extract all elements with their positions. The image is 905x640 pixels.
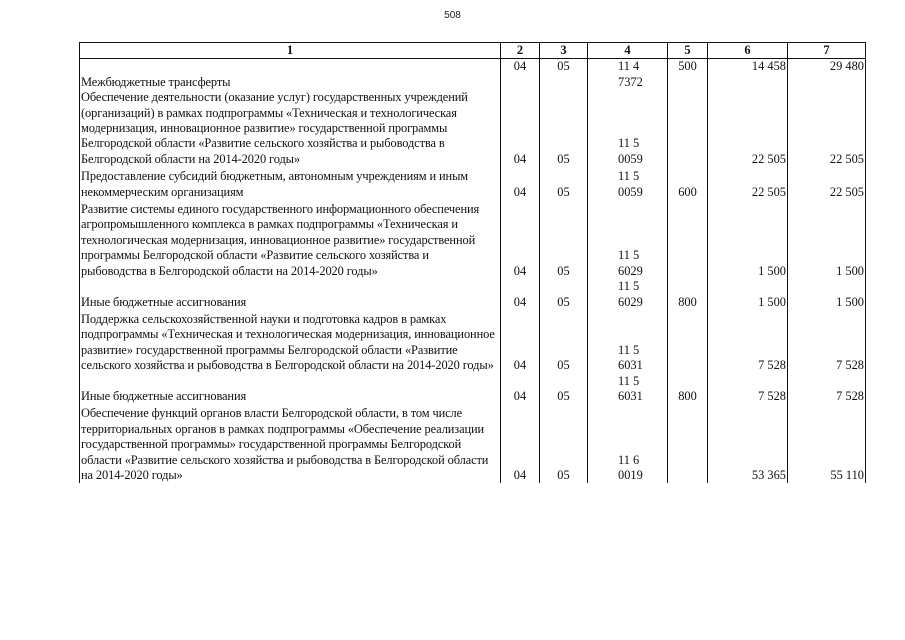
row-section: 04 (501, 90, 540, 167)
row-target-code: 11 5 6031 (588, 374, 668, 405)
row-subsection: 05 (540, 59, 588, 90)
row-expense-type (668, 406, 708, 483)
row-amount-1: 22 505 (708, 169, 788, 200)
row-amount-2: 22 505 (788, 169, 866, 200)
row-name: Развитие системы единого государственного информационного обеспечения агропромышленного комплекса в рамках подпрограммы «Техническая и технологическая модернизация, инновационное развитие» государственной программы Белгородской области «Развитие сельского хозяйства и рыбоводства в Белгородской области на 2014-2020 годы» (80, 202, 501, 279)
row-target-code: 11 6 0019 (588, 406, 668, 483)
row-section: 04 (501, 312, 540, 374)
row-subsection: 05 (540, 406, 588, 483)
row-amount-2: 7 528 (788, 374, 866, 405)
row-expense-type: 800 (668, 374, 708, 405)
row-section: 04 (501, 59, 540, 90)
page-number: 508 (444, 10, 461, 21)
row-target-code: 11 5 0059 (588, 169, 668, 200)
header-col-3: 3 (540, 43, 588, 59)
row-name: Иные бюджетные ассигнования (80, 279, 501, 310)
header-col-5: 5 (668, 43, 708, 59)
row-section: 04 (501, 279, 540, 310)
row-name: Поддержка сельскохозяйственной науки и подготовка кадров в рамках подпрограммы «Техническая и технологическая модернизация, инновационное развитие» государственной программы Белгородской области «Развитие сельского хозяйства и рыбоводства в Белгородской области на 2014-2020 годы» (80, 312, 501, 374)
header-row (80, 43, 866, 59)
row-section: 04 (501, 202, 540, 279)
row-name: Обеспечение деятельности (оказание услуг) государственных учреждений (организаций) в рамках подпрограммы «Техническая и технологическая модернизация, инновационное развитие» государственной программы Белгородской области «Развитие сельского хозяйства и рыбоводства в Белгородской области на 2014-2020 годы» (80, 90, 501, 167)
row-amount-1: 7 528 (708, 374, 788, 405)
table-row (80, 90, 866, 167)
row-subsection: 05 (540, 202, 588, 279)
row-target-code: 11 5 6029 (588, 202, 668, 279)
row-subsection: 05 (540, 279, 588, 310)
header-col-2: 2 (501, 43, 540, 59)
row-amount-2: 55 110 (788, 406, 866, 483)
row-target-code: 11 4 7372 (588, 59, 668, 90)
row-target-code: 11 5 0059 (588, 90, 668, 167)
header-col-7: 7 (788, 43, 866, 59)
row-expense-type: 600 (668, 169, 708, 200)
row-amount-2: 1 500 (788, 279, 866, 310)
row-section: 04 (501, 169, 540, 200)
row-amount-1: 1 500 (708, 202, 788, 279)
row-amount-1: 7 528 (708, 312, 788, 374)
row-amount-2: 1 500 (788, 202, 866, 279)
row-name: Предоставление субсидий бюджетным, автономным учреждениям и иным некоммерческим организациям (80, 169, 501, 200)
row-target-code: 11 5 6029 (588, 279, 668, 310)
row-name: Иные бюджетные ассигнования (80, 374, 501, 405)
row-amount-2: 7 528 (788, 312, 866, 374)
row-subsection: 05 (540, 374, 588, 405)
row-expense-type: 500 (668, 59, 708, 90)
row-subsection: 05 (540, 169, 588, 200)
table-row (80, 406, 866, 483)
row-amount-1: 14 458 (708, 59, 788, 90)
row-expense-type: 800 (668, 279, 708, 310)
row-expense-type (668, 90, 708, 167)
header-col-6: 6 (708, 43, 788, 59)
row-section: 04 (501, 374, 540, 405)
row-amount-2: 22 505 (788, 90, 866, 167)
table-row (80, 169, 866, 200)
row-amount-1: 1 500 (708, 279, 788, 310)
header-col-4: 4 (588, 43, 668, 59)
row-amount-1: 53 365 (708, 406, 788, 483)
table-row (80, 202, 866, 279)
row-name: Обеспечение функций органов власти Белгородской области, в том числе территориальных органов в рамках подпрограммы «Обеспечение реализации государственной программы» государственной программы Белгородской области «Развитие сельского хозяйства и рыбоводства в Белгородской области на 2014-2020 годы» (80, 406, 501, 483)
table-row (80, 374, 866, 405)
row-expense-type (668, 312, 708, 374)
header-col-1: 1 (80, 43, 501, 59)
table-row (80, 312, 866, 374)
row-expense-type (668, 202, 708, 279)
row-amount-2: 29 480 (788, 59, 866, 90)
row-subsection: 05 (540, 90, 588, 167)
table-row (80, 279, 866, 310)
row-subsection: 05 (540, 312, 588, 374)
table-row (80, 59, 866, 90)
row-name: Межбюджетные трансферты (80, 59, 501, 90)
budget-table (79, 42, 866, 483)
row-target-code: 11 5 6031 (588, 312, 668, 374)
row-amount-1: 22 505 (708, 90, 788, 167)
row-section: 04 (501, 406, 540, 483)
